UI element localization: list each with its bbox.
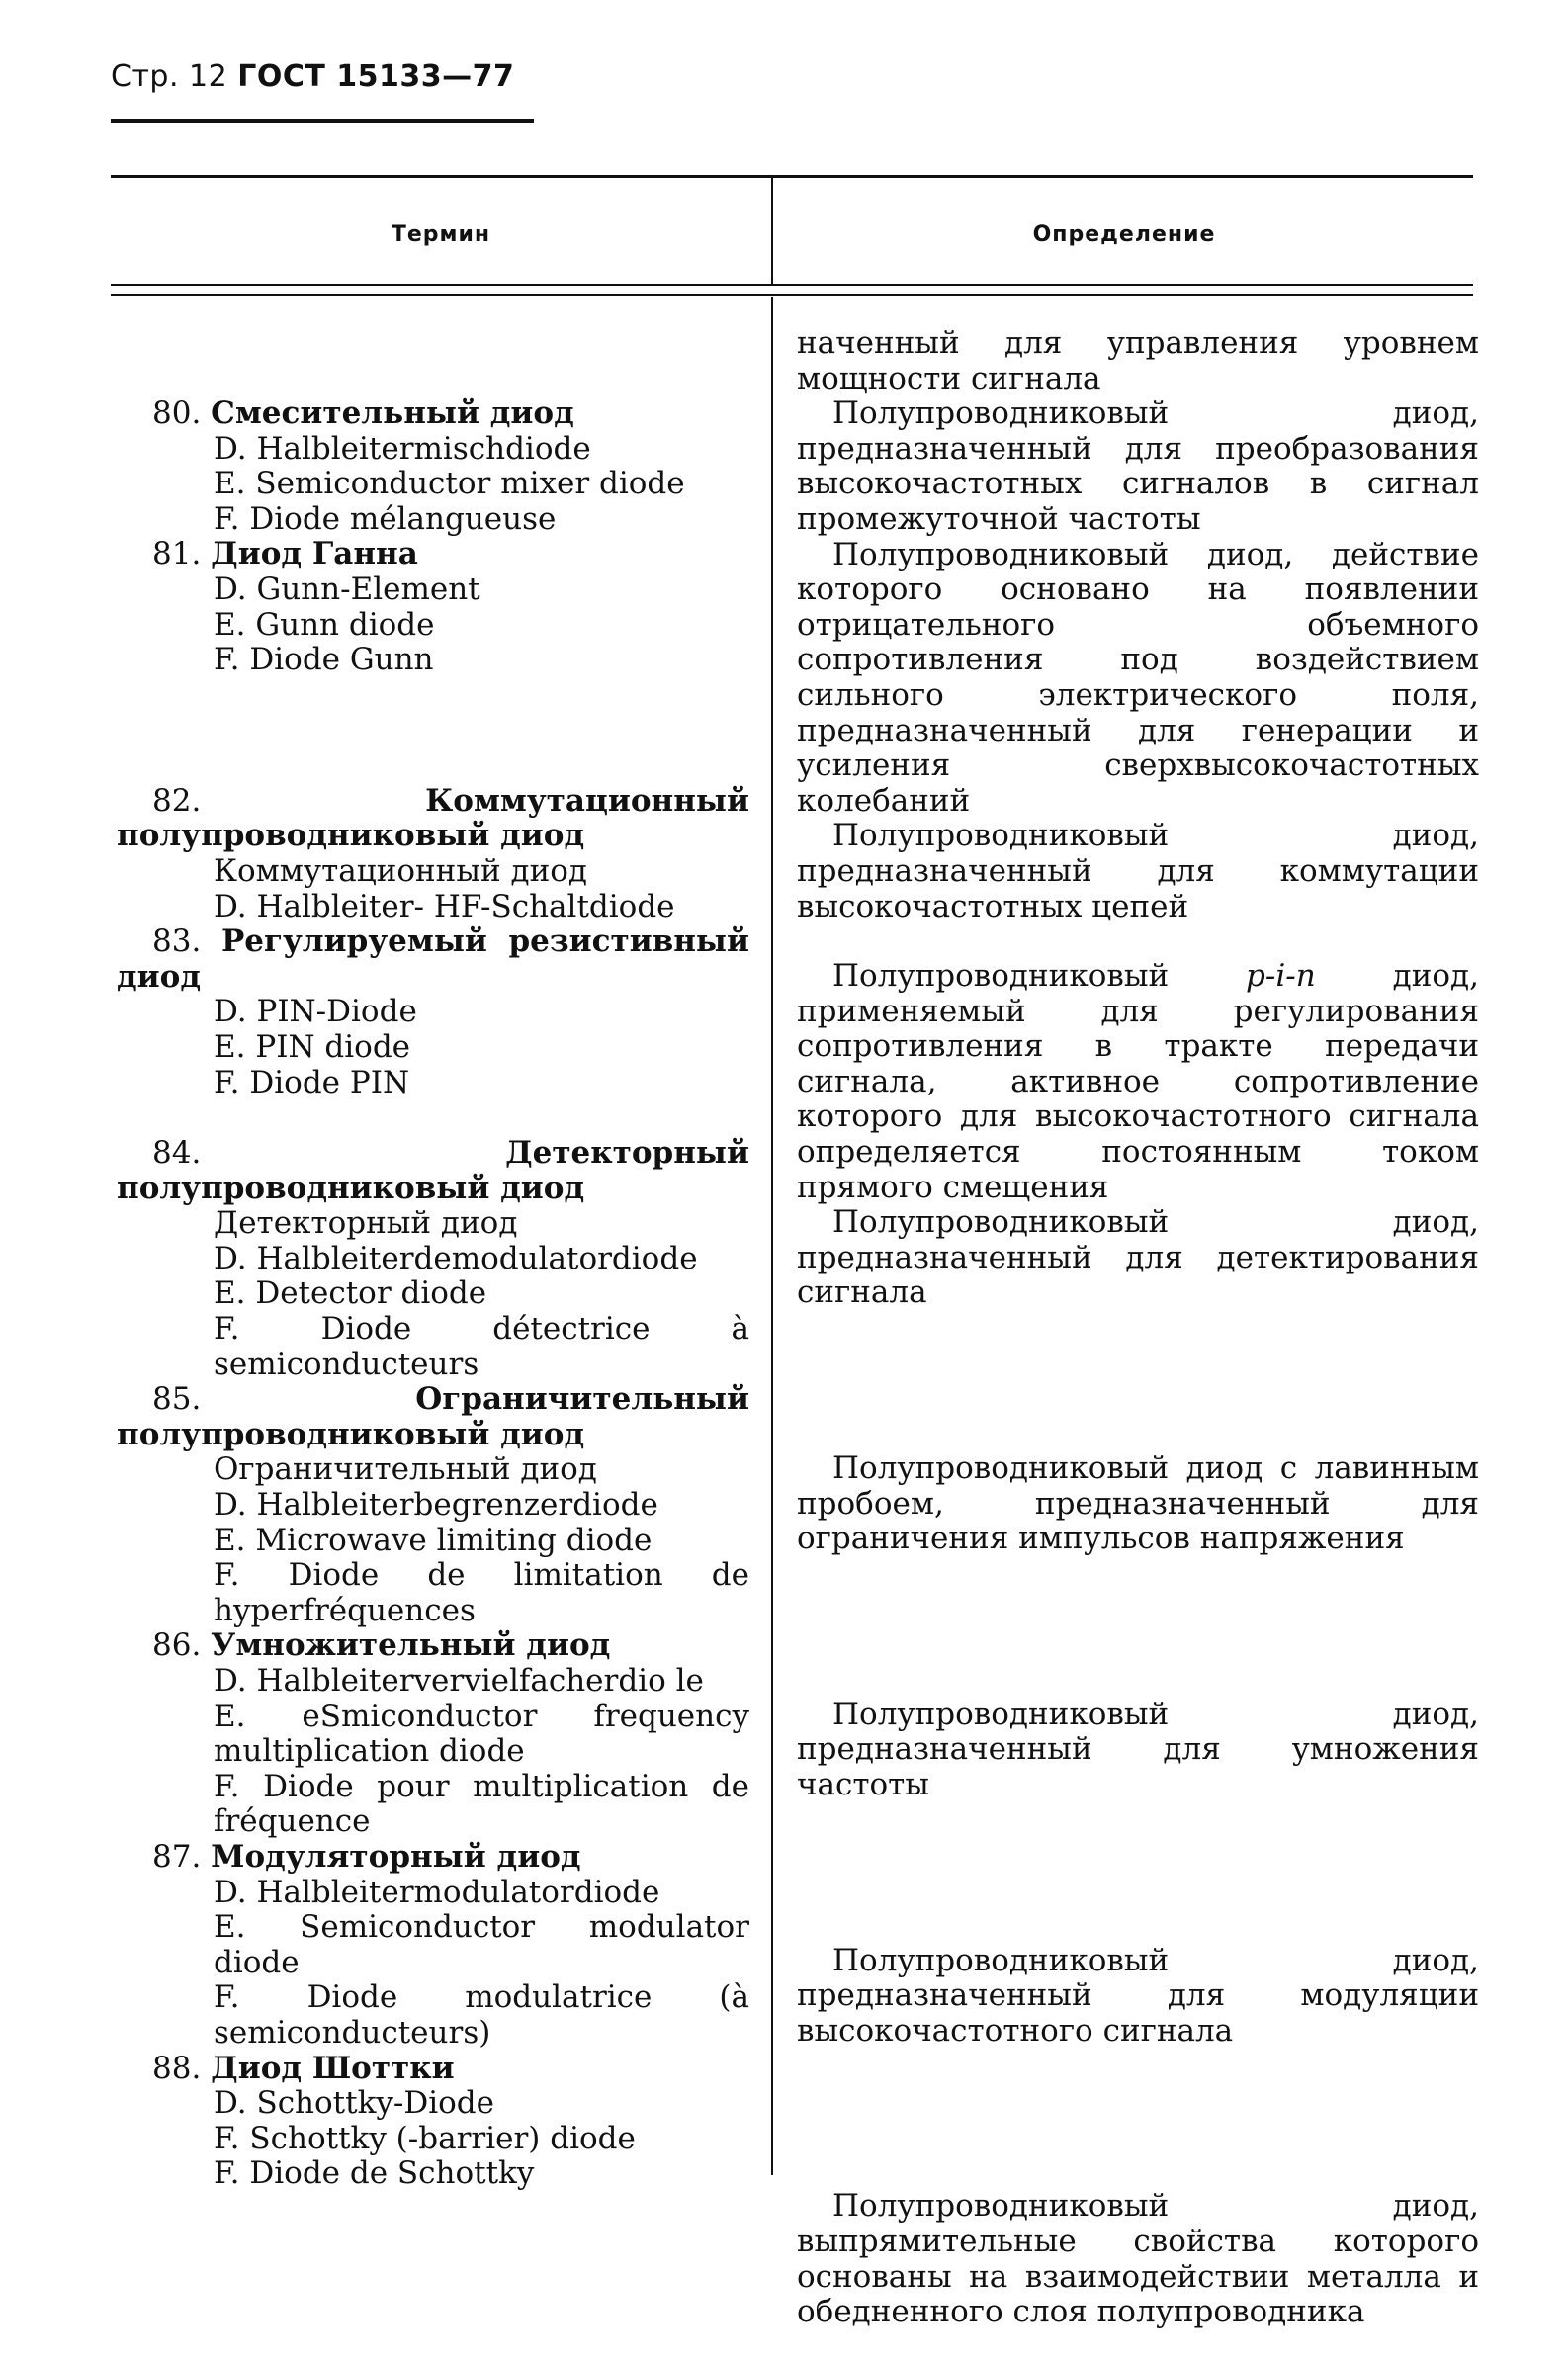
term-french: F. Diode Gunn — [214, 642, 434, 678]
header-rule-upper — [111, 284, 1473, 286]
term-number: 88. — [152, 2050, 202, 2086]
page-header — [111, 59, 514, 94]
term-name: Смесительный диод — [211, 395, 574, 431]
term-number: 84. — [152, 1135, 202, 1172]
term-french: F. Diode mélangueuse — [214, 500, 557, 537]
column-divider — [771, 178, 773, 284]
definition-83-em: p-i-n — [1246, 958, 1316, 995]
term-name: Умножительный диод — [211, 1627, 611, 1664]
term-number: 83. — [152, 923, 202, 960]
definition-88: Полупроводниковый диод, выпрямительные свойства которого основаны на взаимодействии металла и обедненного слоя полупроводника — [797, 2188, 1479, 2330]
term-number: 81. — [152, 536, 202, 572]
term-english: E. Detector diode — [214, 1275, 487, 1312]
term-english: E. PIN diode — [214, 1028, 411, 1065]
term-number: 87. — [152, 1838, 202, 1875]
term-name: Регулируемый резистивный диод — [117, 923, 750, 995]
term-name: Модуляторный диод — [211, 1838, 581, 1875]
term-number: 86. — [152, 1627, 202, 1664]
term-english: E. Semiconductor modulator diode — [214, 1909, 749, 1980]
header-rule-lower — [111, 294, 1473, 296]
page-number: Стр. 12 — [111, 59, 228, 94]
term-entry-87 — [117, 1840, 749, 2052]
terms-column — [117, 326, 749, 2192]
term-entry-81 — [117, 537, 749, 677]
term-entry-86 — [117, 1628, 749, 1840]
term-number: 85. — [152, 1381, 202, 1418]
term-name: Ограничительный полупроводниковый диод — [117, 1381, 749, 1452]
definitions-column — [797, 326, 1479, 2330]
definition-81: Полупроводниковый диод, действие которого основано на появлении отрицательного объемного сопротивления под воздействием сильного электрического поля, предназначенный для генерации и усиления сверхвысокочастотных колебаний — [797, 536, 1479, 819]
term-english: E. Semiconductor mixer diode — [214, 466, 685, 502]
term-german: D. Halbleiterbegrenzerdiode — [214, 1487, 658, 1524]
term-german: D. Halbleiter- HF-Schaltdiode — [214, 888, 675, 924]
term-german: D. PIN-Diode — [214, 994, 417, 1030]
table-top-rule — [111, 175, 1473, 178]
term-entry-85 — [117, 1382, 749, 1628]
term-synonym: Детекторный диод — [214, 1205, 518, 1242]
term-german: D. Halbleitermodulatordiode — [214, 1874, 660, 1910]
term-french: F. Diode modulatrice (à semiconducteurs) — [214, 1979, 749, 2051]
header-rule — [111, 119, 534, 123]
definition-86: Полупроводниковый диод, предназначенный для умножения частоты — [797, 1696, 1479, 1802]
definition-83 — [797, 959, 1479, 1205]
column-header-term: Термин — [391, 222, 491, 247]
term-french: F. Diode détectrice à semiconducteurs — [214, 1311, 749, 1382]
term-french: F. Diode de Schottky — [214, 2155, 535, 2192]
term-name: Коммутационный полупроводниковый диод — [117, 782, 749, 854]
definition-87: Полупроводниковый диод, предназначенный для модуляции высокочастотного сигнала — [797, 1942, 1479, 2049]
term-synonym: Коммутационный диод — [214, 852, 588, 889]
definition-80: Полупроводниковый диод, предназначенный для преобразования высокочастотных сигналов в сигнал промежуточной частоты — [797, 395, 1479, 537]
term-german: D. Gunn-Element — [214, 570, 480, 607]
definition-82: Полупроводниковый диод, предназначенный для коммутации высокочастотных цепей — [797, 818, 1479, 924]
term-number: 82. — [152, 782, 202, 819]
term-german: D. Halbleitervervielfacherdio le — [214, 1663, 704, 1699]
term-german: D. Schottky-Diode — [214, 2085, 494, 2122]
definition-continuation: наченный для управления уровнем мощности сигнала — [797, 325, 1479, 396]
definition-85: Полупроводниковый диод с лавинным пробоем, предназначенный для ограничения импульсов напряжения — [797, 1450, 1479, 1557]
definition-84: Полупроводниковый диод, предназначенный для детектирования сигнала — [797, 1204, 1479, 1311]
term-french: F. Diode de limitation de hyperfréquences — [214, 1557, 749, 1628]
term-entry-88 — [117, 2052, 749, 2192]
term-name: Детекторный полупроводниковый диод — [117, 1135, 749, 1206]
term-english: E. Gunn diode — [214, 606, 435, 643]
term-name: Диод Шоттки — [211, 2050, 455, 2086]
term-name: Диод Ганна — [211, 536, 418, 572]
definition-83-pre: Полупроводниковый — [832, 958, 1247, 995]
column-divider — [771, 297, 773, 2175]
standard-number: ГОСТ 15133—77 — [237, 59, 515, 94]
term-french: F. Diode PIN — [214, 1064, 410, 1100]
definition-83-rest: диод, применяемый для регулирования сопротивления в тракте передачи сигнала, активное сопротивление которого для высокочастотного сигнала определяется постоянным током прямого смещения — [797, 958, 1479, 1205]
term-german: D. Halbleitermischdiode — [214, 430, 591, 467]
term-french: F. Diode pour multiplication de fréquence — [214, 1768, 749, 1840]
term-entry-84 — [117, 1136, 749, 1382]
term-english: E. eSmiconductor frequency multiplication diode — [214, 1698, 749, 1770]
term-english: F. Schottky (-barrier) diode — [214, 2120, 636, 2156]
term-synonym: Ограничительный диод — [214, 1451, 597, 1488]
term-number: 80. — [152, 395, 202, 431]
term-entry-83 — [117, 924, 749, 1100]
term-entry-80 — [117, 396, 749, 537]
term-german: D. Halbleiterdemodulatordiode — [214, 1240, 698, 1276]
term-english: E. Microwave limiting diode — [214, 1522, 653, 1558]
column-header-definition: Определение — [1032, 222, 1216, 247]
term-entry-82 — [117, 784, 749, 924]
